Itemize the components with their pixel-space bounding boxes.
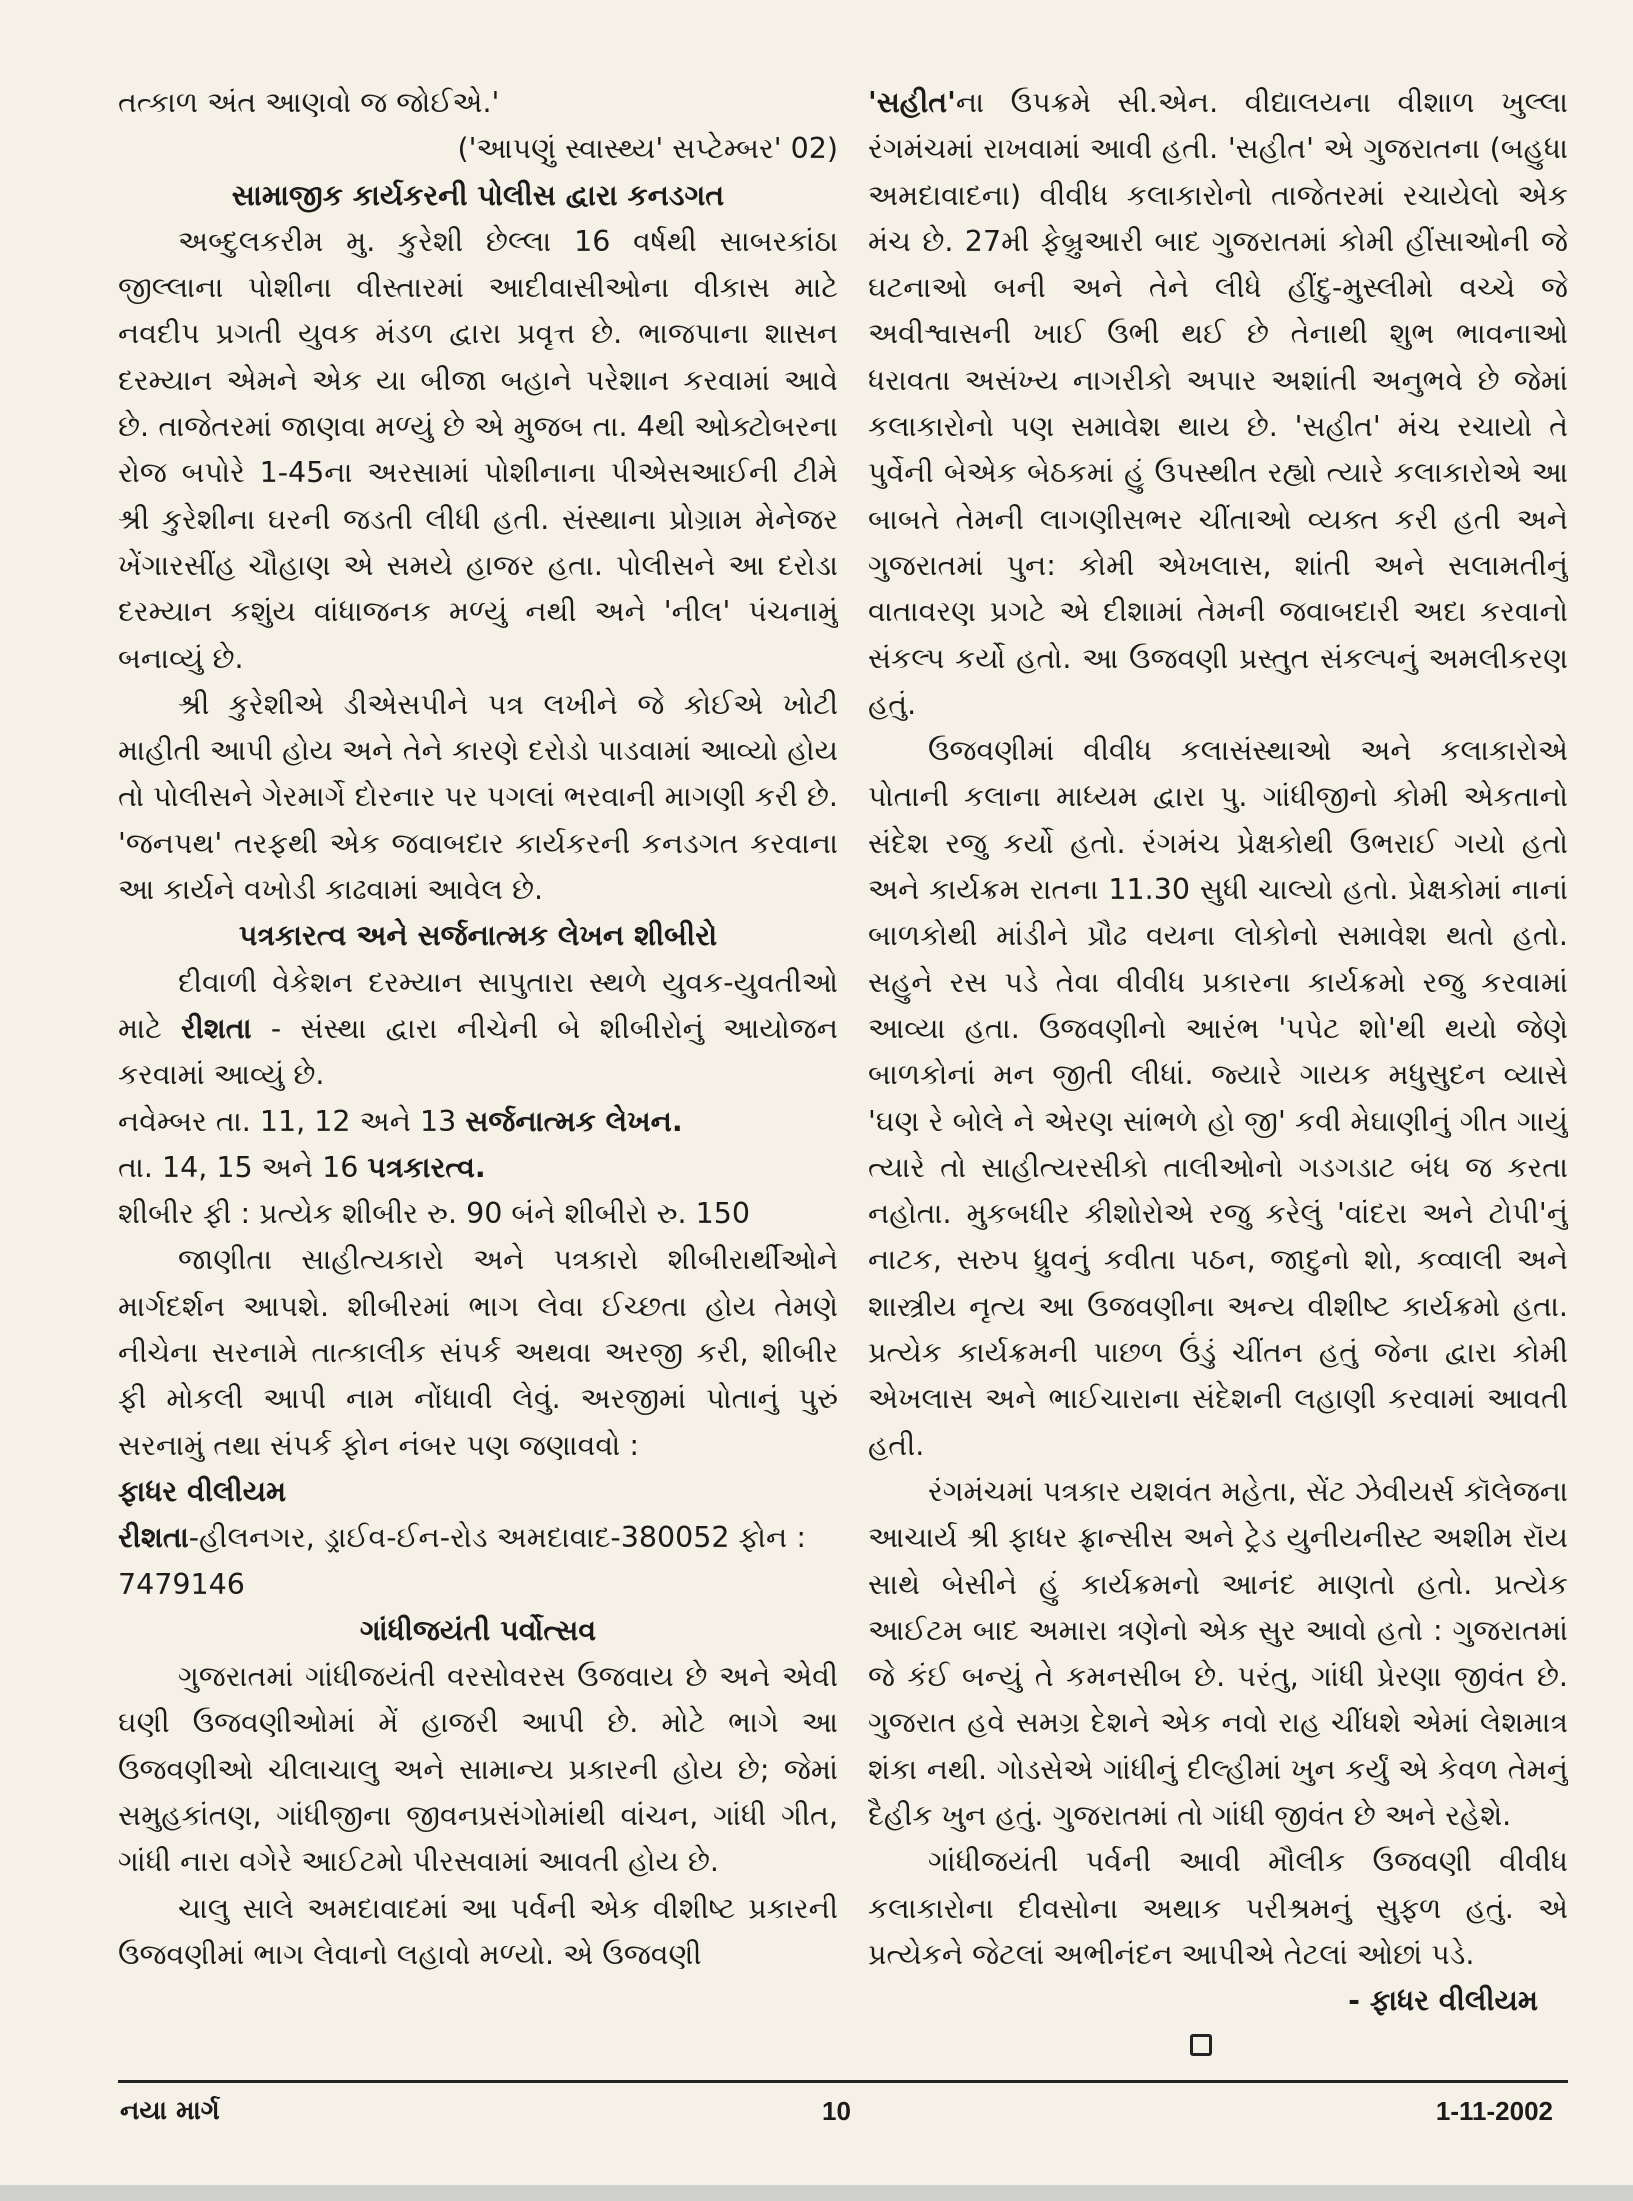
sahit-forum-text: ના ઉપક્રમે સી.એન. વીદ્યાલયના વીશાળ ખુલ્લા રંગમંચમાં રાખવામાં આવી હતી. 'સહીત' એ ગુજરાતના (બહુધા અમદાવાદના) વીવીધ કલાકારોનો તાજેતરમાં રચાયેલો એક મંચ છે. 27મી ફેબ્રુઆરી બાદ ગુજરાતમાં કોમી હીંસાઓની જે ઘટનાઓ બની અને તેને લીધે હીંદુ-મુસ્લીમો વચ્ચે જે અવીશ્વાસની ખાઈ ઉભી થઈ છે તેનાથી શુભ ભાવનાઓ ધરાવતા અસંખ્ય નાગરીકો અપાર અશાંતી અનુભવે છે જેમાં કલાકારોનો પણ સમાવેશ થાય છે. 'સહીત' મંચ રચાયો તે પુર્વેની બેએક બેઠકમાં હું ઉપસ્થીત રહ્યો ત્યારે કલાકારોએ આ બાબતે તેમની લાગણીસભર ચીંતાઓ વ્યક્ત કરી હતી અને ગુજરાતમાં પુન: કોમી એખલાસ, શાંતી અને સલામતીનું વાતાવરણ પ્રગટે એ દીશામાં તેમની જવાબદારી અદા કરવાનો સંકલ્પ કર્યો હતો. આ ઉજવણી પ્રસ્તુત સંકલ્પનું અમલીકરણ હતું. xyxy=(868,86,1568,721)
camp-dates-creative: નવેમ્બર તા. 11, 12 અને 13 xyxy=(118,1104,457,1138)
camp-title-journalism: પત્રકારત્વ. xyxy=(367,1150,486,1184)
heading-writing-camps: પત્રકારત્વ અને સર્જનાત્મક લેખન શીબીરો xyxy=(238,919,718,953)
sahit-name: 'સહીત' xyxy=(868,86,956,119)
paragraph-conclusion: ગાંધીજયંતી પર્વની આવી મૌલીક ઉજવણી વીવીધ કલાકારોના દીવસોના અથાક પરીશ્રમનું સુફળ હતું. એ પ્રત્યેકને જેટલાં અભીનંદન આપીએ તેટલાં ઓછાં પડે. xyxy=(868,1845,1568,1971)
footer-publication-name: નયા માર્ગ xyxy=(120,2096,220,2126)
paragraph-dsp-letter: શ્રી કુરેશીએ ડીએસપીને પત્ર લખીને જે કોઈએ ખોટી માહીતી આપી હોય અને તેને કારણે દરોડો પાડવામાં આવ્યો હોય તો પોલીસને ગેરમાર્ગે દોરનાર પર પગલાં ભરવાની માગણી કરી છે. 'જનપથ' તરફથી એક જવાબદાર કાર્યકરની કનડગત કરવાના આ કાર્યને વખોડી કાઢવામાં આવેલ છે. xyxy=(118,687,838,907)
paragraph-kureshi-raid: અબ્દુલકરીમ મુ. કુરેશી છેલ્લા 16 વર્ષથી સાબરકાંઠા જીલ્લાના પોશીના વીસ્તારમાં આદીવાસીઓના વીકાસ માટે નવદીપ પ્રગતી યુવક મંડળ દ્વારા પ્રવૃત્ત છે. ભાજપાના શાસન દરમ્યાન એમને એક યા બીજા બહાને પરેશાન કરવામાં આવે છે. તાજેતરમાં જાણવા મળ્યું છે એ મુજબ તા. 4થી ઓક્ટોબરના રોજ બપોરે 1-45ના અરસામાં પોશીનાના પીએસઆઈની ટીમે શ્રી કુરેશીના ઘરની જડતી લીધી હતી. સંસ્થાના પ્રોગ્રામ મેનેજર ખેંગારસીંહ ચૌહાણ એ સમયે હાજર હતા. પોલીસને આ દરોડા દરમ્યાન કશુંય વાંધાજનક મળ્યું નથી અને 'નીલ' પંચનામું બનાવ્યું છે. xyxy=(118,224,838,675)
footer-page-number: 10 xyxy=(822,2096,851,2126)
camp-schedule-creative xyxy=(118,1099,838,1145)
paragraph-sahit-forum xyxy=(868,80,1568,728)
camp-schedule-journalism xyxy=(118,1145,838,1191)
camp-dates-journalism: તા. 14, 15 અને 16 xyxy=(118,1150,359,1184)
source-citation: ('આપણું સ્વાસ્થ્ય' સપ્ટેમ્બર' 02) xyxy=(457,132,838,166)
camps-intro-text-cont: - સંસ્થા દ્વારા નીચેની બે શીબીરોનું આયોજન કરવામાં આવ્યું છે. xyxy=(118,1011,838,1092)
article-ending-text: તત્કાળ અંત આણવો જ જોઈએ.' xyxy=(118,86,500,119)
contact-address xyxy=(118,1515,838,1608)
author-signature: - ફાધર વીલીયમ xyxy=(1348,1984,1538,2018)
left-column xyxy=(118,80,838,1978)
camp-fee: શીબીર ફી : પ્રત્યેક શીબીર રુ. 90 બંને શીબીરો રુ. 150 xyxy=(118,1197,751,1231)
paragraph-camps-intro xyxy=(118,960,838,1099)
footer-divider xyxy=(118,2080,1568,2083)
paragraph-gandhi-celebrations: ગુજરાતમાં ગાંધીજયંતી વરસોવરસ ઉજવાય છે અને એવી ઘણી ઉજવણીઓમાં મેં હાજરી આપી છે. મોટે ભાગે આ ઉજવણીઓ ચીલાચાલુ અને સામાન્ય પ્રકારની હોય છે; જેમાં સમુહકાંતણ, ગાંધીજીના જીવનપ્રસંગોમાંથી વાંચન, ગાંધી ગીત, ગાંધી નારા વગેરે આઈટમો પીરસવામાં આવતી હોય છે. xyxy=(118,1660,838,1879)
footer-date: 1-11-2002 xyxy=(1435,2096,1553,2126)
heading-activist-harassment: સામાજીક કાર્યકરની પોલીસ દ્વારા કનડગત xyxy=(231,178,725,212)
contact-name: ફાધર વીલીયમ xyxy=(118,1474,287,1508)
camp-title-creative: સર્જનાત્મક લેખન. xyxy=(465,1104,683,1138)
paragraph-audience-reflection: રંગમંચમાં પત્રકાર યશવંત મહેતા, સેંટ ઝેવીયર્સ કૉલેજના આચાર્ય શ્રી ફાધર ફ્રાન્સીસ અને ટ્રેડ યુનીયનીસ્ટ અશીમ રૉય સાથે બેસીને હું કાર્યક્રમનો આનંદ માણતો હતો. પ્રત્યેક આઈટમ બાદ અમારા ત્રણેનો એક સુર આવો હતો : ગુજરાતમાં જે કંઈ બન્યું તે કમનસીબ છે. પરંતુ, ગાંધી પ્રેરણા જીવંત છે. ગુજરાત હવે સમગ્ર દેશને એક નવો રાહ ચીંધશે એમાં લેશમાત્ર શંકા નથી. ગોડસેએ ગાંધીનું દીલ્હીમાં ખુન કર્યું એ કેવળ તેમનું દૈહીક ખુન હતું. ગુજરાતમાં તો ગાંધી જીવંત છે અને રહેશે. xyxy=(868,1474,1568,1832)
paragraph-celebration-programs: ઉજવણીમાં વીવીધ કલાસંસ્થાઓ અને કલાકારોએ પોતાની કલાના માધ્યમ દ્વારા પુ. ગાંધીજીનો કોમી એકતાનો સંદેશ રજુ કર્યો હતો. રંગમંચ પ્રેક્ષકોથી ઉભરાઈ ગયો હતો અને કાર્યક્રમ રાતના 11.30 સુધી ચાલ્યો હતો. પ્રેક્ષકોમાં નાનાં બાળકોથી માંડીને પ્રૌઢ વયના લોકોનો સમાવેશ થતો હતો. સહુને રસ પડે તેવા વીવીધ પ્રકારના કાર્યક્રમો રજુ કરવામાં આવ્યા હતા. ઉજવણીનો આરંભ 'પપેટ શો'થી થયો જેણે બાળકોનાં મન જીતી લીધાં. જ્યારે ગાયક મધુસુદન વ્યાસે 'ઘણ રે બોલે ને એરણ સાંભળે હો જી' કવી મેઘાણીનું ગીત ગાયું ત્યારે તો સાહીત્યરસીકો તાલીઓનો ગડગડાટ બંધ જ કરતા નહોતા. મુકબધીર કીશોરોએ રજુ કરેલું 'વાંદરા અને ટોપી'નું નાટક, સરુપ ધ્રુવનું કવીતા પઠન, જાદુનો શો, કવ્વાલી અને શાસ્ત્રીય નૃત્ય આ ઉજવણીના અન્ય વીશીષ્ટ કાર્યક્રમો હતા. પ્રત્યેક કાર્યક્રમની પાછળ ઉંડું ચીંતન હતું જેના દ્વારા કોમી એખલાસ અને ભાઈચારાના સંદેશની લહાણી કરવામાં આવતી હતી. xyxy=(868,734,1568,1462)
camps-intro-text: દીવાળી વેકેશન દરમ્યાન સાપુતારા સ્થળે યુવક-યુવતીઓ માટે xyxy=(118,965,838,1045)
contact-address-text: -હીલનગર, ડ્રાઈવ-ઈન-રોડ અમદાવાદ-380052 ફોન : 7479146 xyxy=(118,1521,806,1601)
end-of-article-square-icon xyxy=(1190,2034,1212,2056)
heading-gandhi-jayanti: ગાંધીજયંતી પર્વોત્સવ xyxy=(359,1613,597,1647)
paragraph-this-year: ચાલુ સાલે અમદાવાદમાં આ પર્વની એક વીશીષ્ટ પ્રકારની ઉજવણીમાં ભાગ લેવાનો લહાવો મળ્યો. એ ઉજવણી xyxy=(118,1891,838,1971)
organization-name: રીશતા xyxy=(180,1011,252,1045)
contact-org: રીશતા xyxy=(118,1521,189,1555)
right-column xyxy=(868,80,1568,2056)
paragraph-registration: જાણીતા સાહીત્યકારો અને પત્રકારો શીબીરાર્થીઓને માર્ગદર્શન આપશે. શીબીરમાં ભાગ લેવા ઈચ્છતા હોય તેમણે નીચેના સરનામે તાત્કાલીક સંપર્ક અથવા અરજી કરી, શીબીર ફી મોકલી આપી નામ નોંધાવી લેવું. અરજીમાં પોતાનું પુરું સરનામું તથા સંપર્ક ફોન નંબર પણ જણાવવો : xyxy=(118,1243,838,1462)
